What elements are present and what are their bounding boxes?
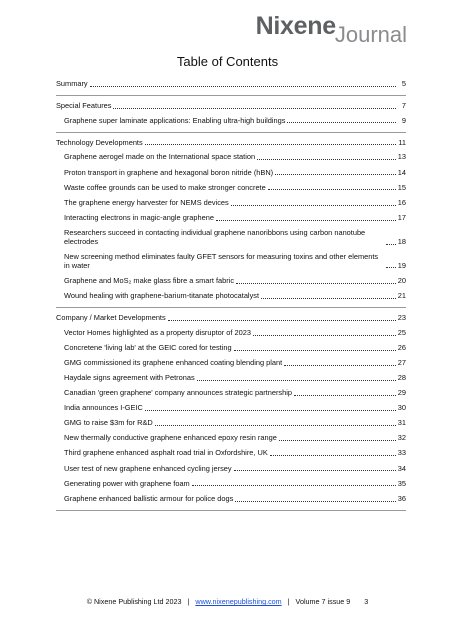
toc-item[interactable] bbox=[56, 495, 406, 504]
toc-item[interactable] bbox=[56, 434, 406, 443]
toc-entry-title: Summary bbox=[56, 79, 88, 88]
toc-entry-title: GMG commissioned its graphene enhanced coating blending plant bbox=[64, 357, 283, 367]
toc-section[interactable] bbox=[56, 314, 406, 323]
toc-entry-page: 21 bbox=[397, 290, 406, 300]
toc-entry-title: India announces I-GEIC bbox=[64, 403, 143, 413]
toc-entry-page: 26 bbox=[397, 342, 406, 352]
toc-item[interactable] bbox=[56, 359, 406, 368]
toc-entry-title: Researchers succeed in contacting individual graphene nanoribbons using carbon nanotube electrodes bbox=[64, 227, 366, 246]
dot-leader bbox=[270, 455, 396, 456]
toc-entry-page: 19 bbox=[397, 260, 406, 270]
table-of-contents bbox=[56, 80, 406, 517]
toc-item[interactable] bbox=[56, 229, 406, 247]
toc-item[interactable] bbox=[56, 169, 406, 178]
dot-leader bbox=[168, 320, 396, 321]
dot-leader bbox=[294, 395, 396, 396]
toc-entry-page: 7 bbox=[401, 100, 406, 110]
toc-entry-title: Haydale signs agreement with Petronas bbox=[64, 373, 195, 382]
toc-entry-title: Generating power with graphene foam bbox=[64, 478, 190, 488]
dot-leader bbox=[386, 244, 396, 245]
toc-item[interactable] bbox=[56, 153, 406, 162]
toc-entry-page: 16 bbox=[397, 197, 406, 207]
toc-entry-title: Canadian 'green graphene' company announces strategic partnership bbox=[64, 388, 292, 398]
toc-entry-title: Wound healing with graphene-barium-titanate photocatalyst bbox=[64, 290, 260, 300]
dot-leader bbox=[386, 267, 396, 268]
toc-entry-page: 20 bbox=[397, 275, 406, 285]
toc-entry-title: Third graphene enhanced asphalt road trial in Oxfordshire, UK bbox=[64, 448, 268, 458]
toc-entry-title: Graphene super laminate applications: Enabling ultra-high buildings bbox=[64, 115, 286, 125]
toc-entry-title: Concretene 'living lab' at the GEIC cored for testing bbox=[64, 342, 232, 352]
dot-leader bbox=[253, 335, 396, 336]
footer-website-link[interactable]: www.nixenepublishing.com bbox=[195, 597, 282, 606]
toc-entry-page: 30 bbox=[397, 403, 406, 413]
toc-entry-title: Special Features bbox=[56, 100, 112, 110]
toc-entry-title: New screening method eliminates faulty GFET sensors for measuring toxins and other elements in water bbox=[64, 251, 379, 270]
toc-entry-title: User test of new graphene enhanced cycling jersey bbox=[64, 463, 232, 473]
journal-logo bbox=[255, 12, 407, 47]
toc-item[interactable] bbox=[56, 329, 406, 338]
dot-leader bbox=[234, 350, 396, 351]
toc-entry-page: 32 bbox=[397, 433, 406, 443]
toc-entry-title: Company / Market Developments bbox=[56, 312, 166, 322]
dot-leader bbox=[257, 159, 396, 160]
footer-issue: Volume 7 issue 9 bbox=[295, 597, 351, 606]
toc-entry-title: Graphene enhanced ballistic armour for police dogs bbox=[64, 493, 234, 503]
footer-page-number: 3 bbox=[364, 597, 369, 606]
toc-item[interactable] bbox=[56, 404, 406, 413]
toc-entry-page: 28 bbox=[397, 373, 406, 382]
dot-leader bbox=[155, 425, 396, 426]
dot-leader bbox=[145, 410, 396, 411]
toc-entry-title: Waste coffee grounds can be used to make stronger concrete bbox=[64, 182, 266, 192]
toc-item[interactable] bbox=[56, 214, 406, 223]
section-divider bbox=[56, 132, 406, 133]
toc-entry-title: Interacting electrons in magic-angle graphene bbox=[64, 212, 214, 222]
toc-item[interactable] bbox=[56, 253, 406, 271]
toc-item[interactable] bbox=[56, 344, 406, 353]
dot-leader bbox=[234, 470, 396, 471]
dot-leader bbox=[236, 283, 396, 284]
toc-entry-page: 34 bbox=[397, 463, 406, 473]
toc-entry-page: 18 bbox=[397, 236, 406, 246]
toc-entry-title: The graphene energy harvester for NEMS devices bbox=[64, 197, 229, 207]
dot-leader bbox=[284, 365, 396, 366]
toc-section[interactable] bbox=[56, 139, 406, 148]
toc-entry-page: 13 bbox=[397, 152, 406, 162]
toc-item[interactable] bbox=[56, 199, 406, 208]
section-divider bbox=[56, 307, 406, 308]
dot-leader bbox=[90, 86, 396, 87]
toc-entry-page: 31 bbox=[397, 418, 406, 428]
toc-item[interactable] bbox=[56, 374, 406, 383]
toc-entry-page: 9 bbox=[401, 115, 406, 125]
page-title: Table of Contents bbox=[176, 54, 279, 69]
dot-leader bbox=[231, 205, 396, 206]
toc-entry-title: Vector Homes highlighted as a property disruptor of 2023 bbox=[64, 327, 251, 337]
toc-entry-page: 5 bbox=[401, 79, 406, 88]
toc-entry-page: 14 bbox=[397, 167, 406, 177]
dot-leader bbox=[268, 189, 396, 190]
toc-item[interactable] bbox=[56, 184, 406, 193]
toc-entry-page: 23 bbox=[397, 312, 406, 322]
dot-leader bbox=[279, 440, 396, 441]
page-footer bbox=[0, 597, 455, 606]
toc-item[interactable] bbox=[56, 465, 406, 474]
toc-entry-page: 29 bbox=[397, 388, 406, 398]
section-divider bbox=[56, 510, 406, 511]
toc-item[interactable] bbox=[56, 117, 406, 126]
toc-item[interactable] bbox=[56, 389, 406, 398]
logo-subtitle: Journal bbox=[334, 22, 407, 47]
toc-entry-title: Graphene and MoS₂ make glass fibre a smart fabric bbox=[64, 275, 235, 285]
toc-item[interactable] bbox=[56, 449, 406, 458]
toc-entry-title: Graphene aerogel made on the International space station bbox=[64, 152, 256, 162]
dot-leader bbox=[235, 501, 396, 502]
toc-item[interactable] bbox=[56, 292, 406, 301]
toc-entry-page: 36 bbox=[397, 493, 406, 503]
toc-entry-page: 25 bbox=[397, 327, 406, 337]
dot-leader bbox=[145, 144, 396, 145]
footer-copyright: © Nixene Publishing Ltd 2023 bbox=[86, 597, 182, 606]
toc-section[interactable] bbox=[56, 80, 406, 89]
section-divider bbox=[56, 95, 406, 96]
toc-entry-title: Technology Developments bbox=[56, 137, 143, 147]
toc-entry-title: GMG to raise $3m for R&D bbox=[64, 418, 153, 428]
toc-entry-title: New thermally conductive graphene enhanced epoxy resin range bbox=[64, 433, 277, 443]
toc-entry-title: Proton transport in graphene and hexagonal boron nitride (hBN) bbox=[64, 167, 274, 177]
logo-brand: Nixene bbox=[255, 12, 336, 40]
toc-entry-page: 27 bbox=[397, 357, 406, 367]
dot-leader bbox=[197, 380, 396, 381]
toc-section[interactable] bbox=[56, 102, 406, 111]
dot-leader bbox=[216, 220, 396, 221]
dot-leader bbox=[287, 122, 396, 123]
toc-entry-page: 11 bbox=[398, 137, 406, 147]
dot-leader bbox=[261, 298, 396, 299]
dot-leader bbox=[192, 485, 396, 486]
toc-entry-page: 33 bbox=[397, 448, 406, 458]
dot-leader bbox=[275, 174, 396, 175]
footer-separator: | bbox=[187, 597, 190, 606]
toc-entry-page: 17 bbox=[397, 212, 406, 222]
footer-separator: | bbox=[287, 597, 290, 606]
toc-item[interactable] bbox=[56, 480, 406, 489]
toc-entry-page: 35 bbox=[397, 478, 406, 488]
toc-item[interactable] bbox=[56, 419, 406, 428]
toc-entry-page: 15 bbox=[397, 182, 406, 192]
dot-leader bbox=[113, 108, 396, 109]
toc-item[interactable] bbox=[56, 277, 406, 286]
